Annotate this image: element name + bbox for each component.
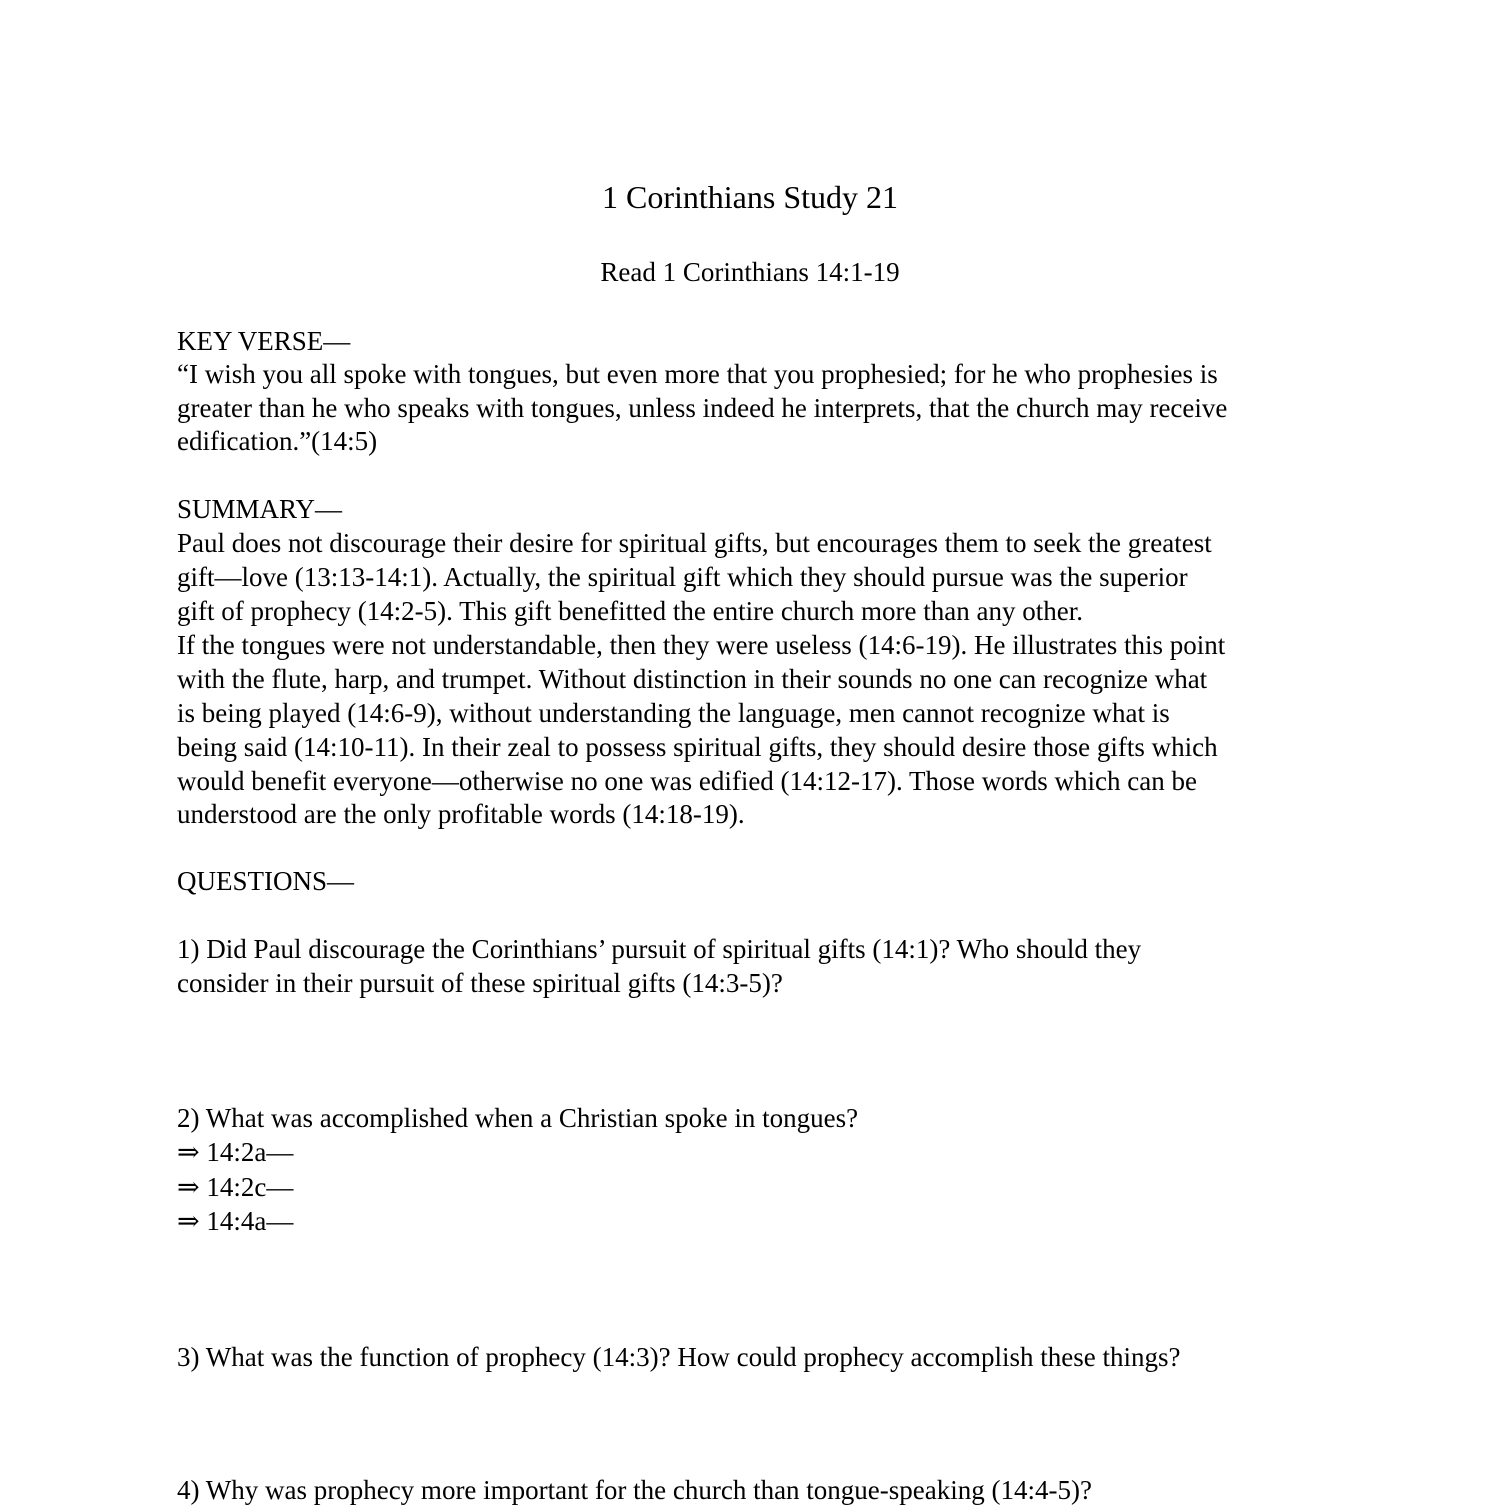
key-verse-heading: KEY VERSE—	[177, 326, 351, 356]
key-verse-line: edification.”(14:5)	[177, 426, 378, 456]
summary-heading: SUMMARY—	[177, 494, 343, 524]
question-2-item: ⇒ 14:2a—	[177, 1137, 294, 1167]
question-4: 4) Why was prophecy more important for the church than tongue-speaking (14:4-5)?	[177, 1475, 1092, 1505]
question-2-item: ⇒ 14:2c—	[177, 1172, 294, 1202]
summary-line: Paul does not discourage their desire for spiritual gifts, but encourages them to seek the greatest	[177, 528, 1212, 558]
summary-line: would benefit everyone—otherwise no one was edified (14:12-17). Those words which can be	[177, 766, 1197, 796]
question-2-item: ⇒ 14:4a—	[177, 1206, 294, 1236]
key-verse-line: greater than he who speaks with tongues, unless indeed he interprets, that the church may receive	[177, 393, 1228, 423]
question-1-line: 1) Did Paul discourage the Corinthians’ pursuit of spiritual gifts (14:1)? Who should they	[177, 934, 1142, 964]
question-3: 3) What was the function of prophecy (14:3)? How could prophecy accomplish these things?	[177, 1342, 1181, 1372]
questions-heading: QUESTIONS—	[177, 866, 355, 896]
summary-line: being said (14:10-11). In their zeal to possess spiritual gifts, they should desire those gifts which	[177, 732, 1218, 762]
summary-line: is being played (14:6-9), without understanding the language, men cannot recognize what is	[177, 698, 1170, 728]
summary-line: gift of prophecy (14:2-5). This gift benefitted the entire church more than any other.	[177, 596, 1083, 626]
summary-line: with the flute, harp, and trumpet. Without distinction in their sounds no one can recognize what	[177, 664, 1208, 694]
key-verse-line: “I wish you all spoke with tongues, but even more that you prophesied; for he who prophesies is	[177, 359, 1218, 389]
summary-line: understood are the only profitable words (14:18-19).	[177, 799, 745, 829]
summary-line: gift—love (13:13-14:1). Actually, the spiritual gift which they should pursue was the superior	[177, 562, 1188, 592]
page-title: 1 Corinthians Study 21	[601, 179, 898, 215]
subtitle: Read 1 Corinthians 14:1-19	[600, 257, 900, 287]
question-1-line: consider in their pursuit of these spiritual gifts (14:3-5)?	[177, 968, 783, 998]
question-2: 2) What was accomplished when a Christian spoke in tongues?	[177, 1103, 859, 1133]
summary-line: If the tongues were not understandable, then they were useless (14:6-19). He illustrates this point	[177, 630, 1226, 660]
